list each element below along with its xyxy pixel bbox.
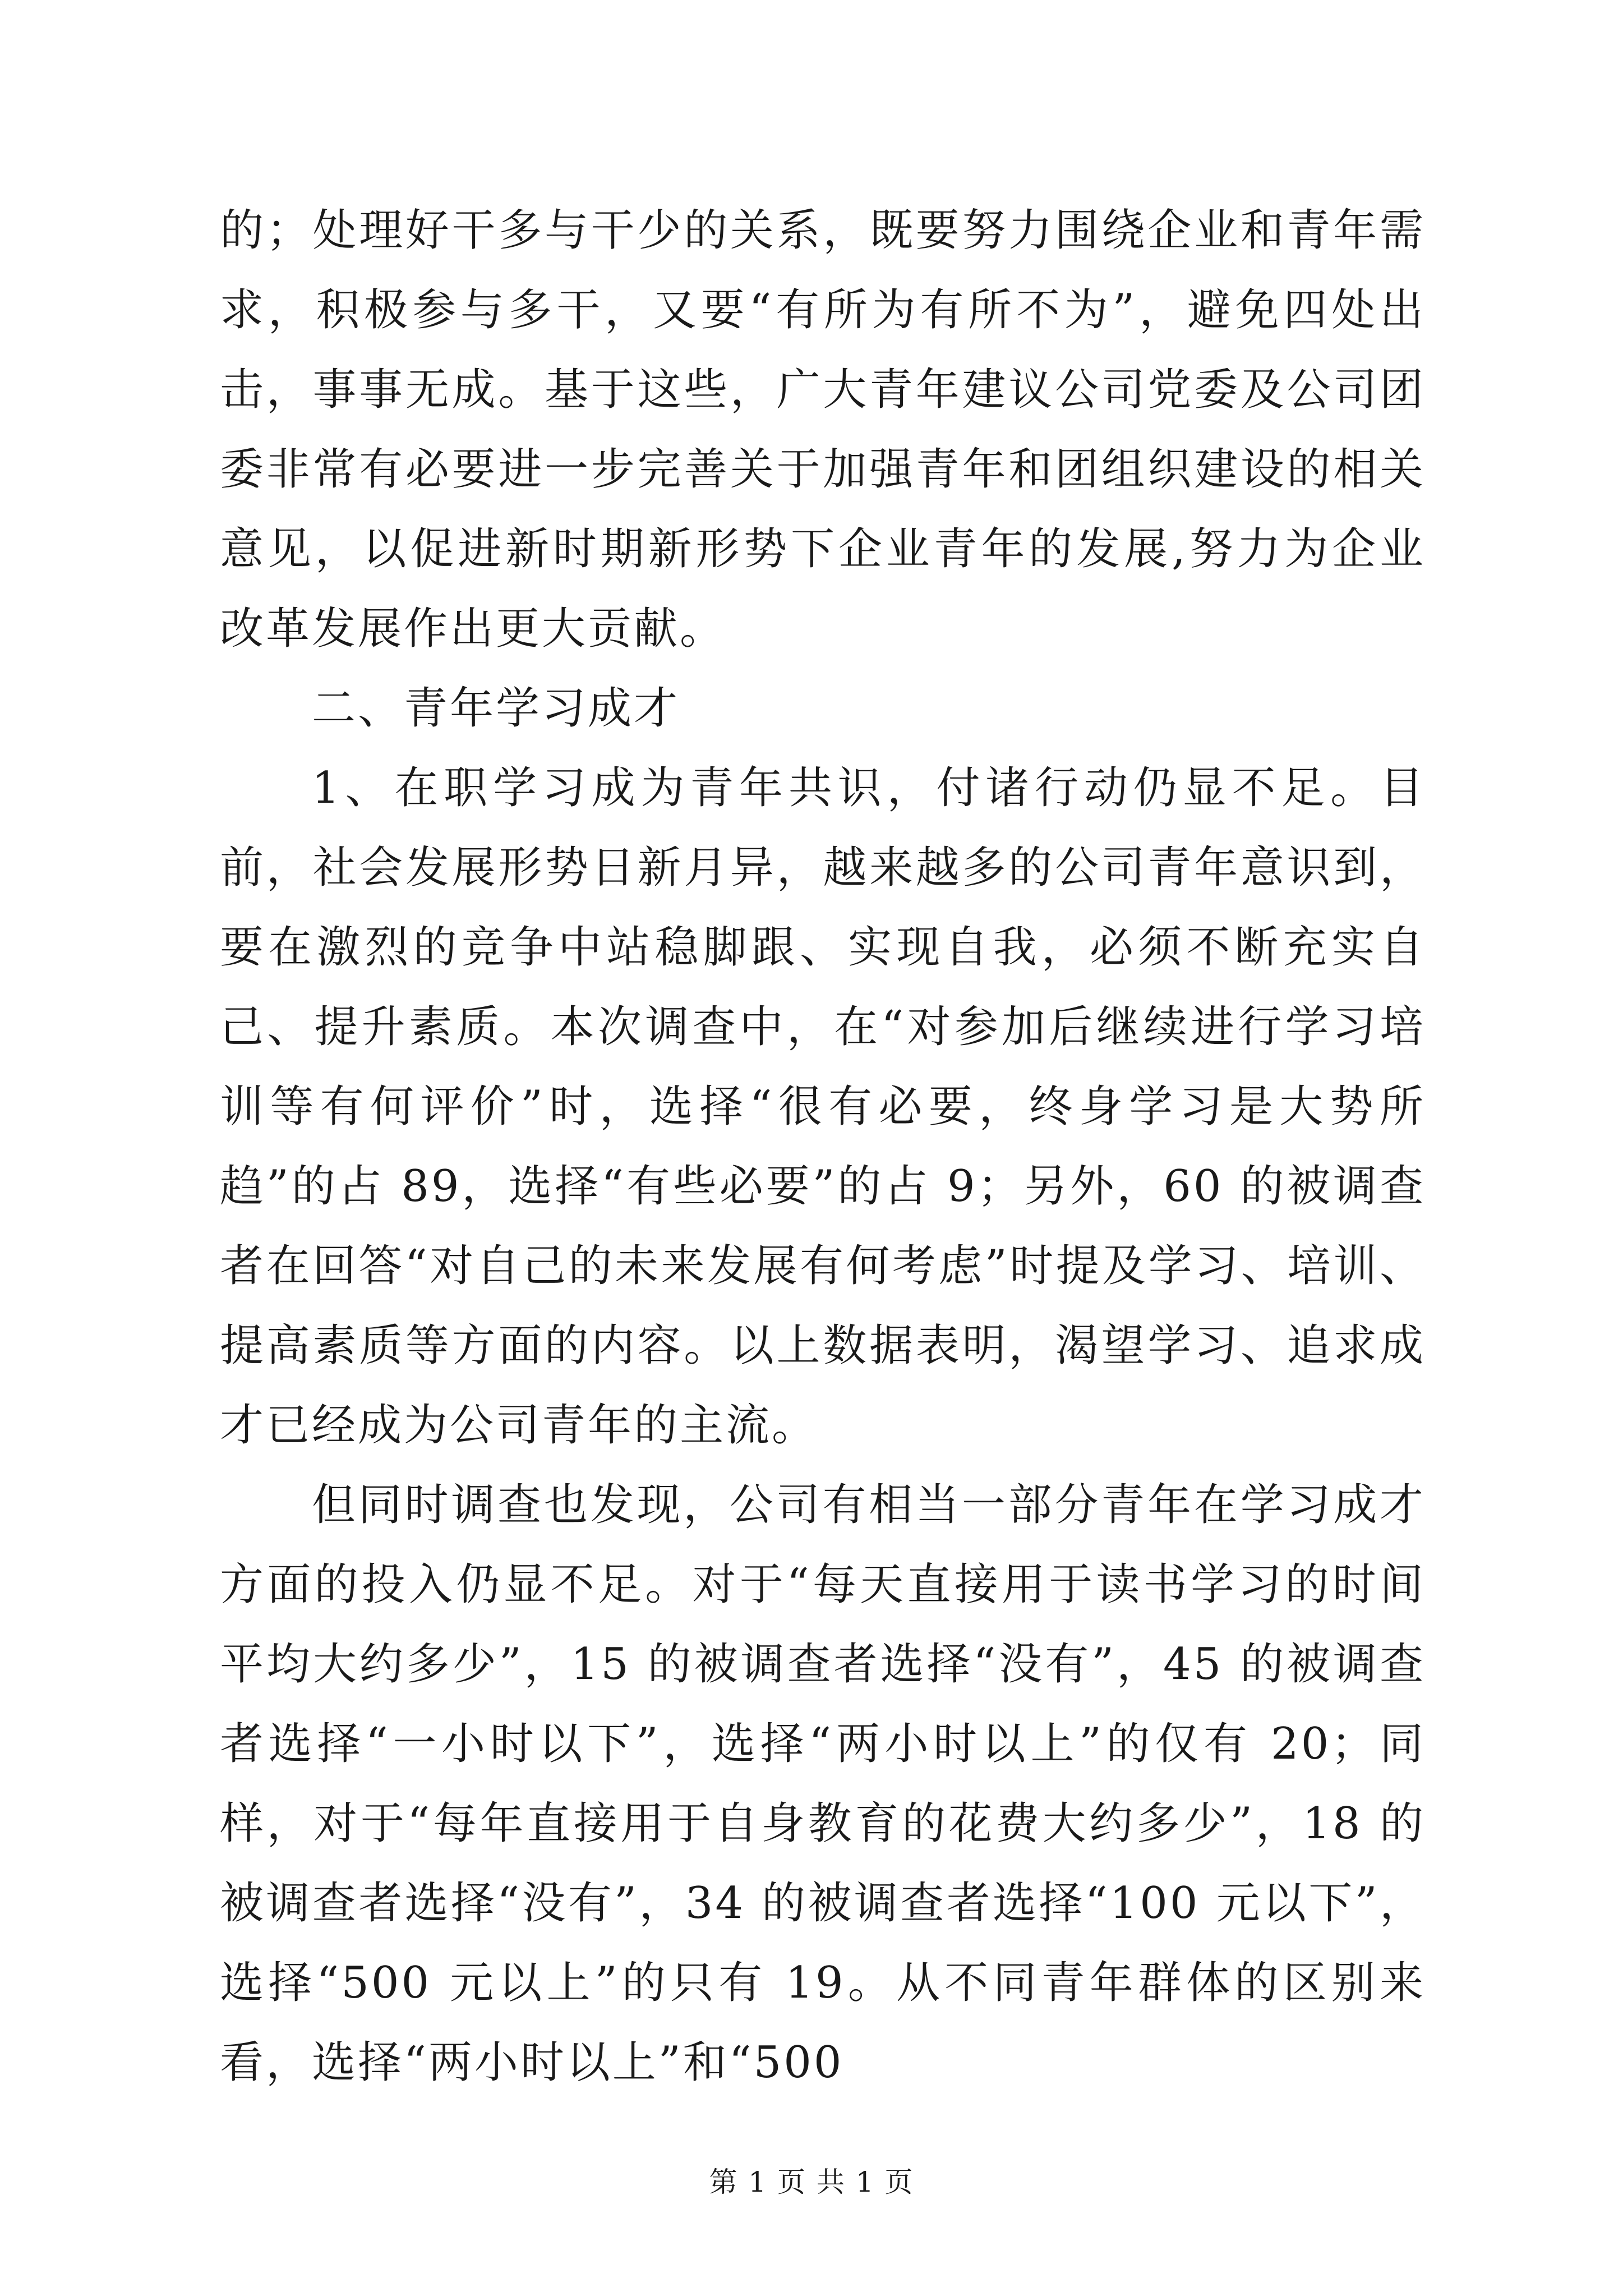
section-heading: 二、青年学习成才 — [312, 683, 680, 734]
paragraph-1: 的；处理好干多与干少的关系，既要努力围绕企业和青年需求，积极参与多干，又要“有所为有所不为”，避免四处出击，事事无成。基于这些，广大青年建议公司党委及公司团委非常有必要进一步完善关于加强青年和团组织建设的相关意见，以促进新时期新形势下企业青年的发展,努力为企业改革发展作出更大贡献。 — [220, 205, 1426, 654]
page-footer: 第 1 页 共 1 页 — [709, 2166, 914, 2198]
paragraph-4: 但同时调查也发现，公司有相当一部分青年在学习成才方面的投入仍显不足。对于“每天直接用于读书学习的时间平均大约多少”，15 的被调查者选择“没有”，45 的被调查者选择“一小时以下”，选择“两小时以上”的仅有 20；同样，对于“每年直接用于自身教育的花费大约多少”，18 的被调查者选择“没有”，34 的被调查者选择“100 元以下”，选择“500 元以上”的只有 19。从不同青年群体的区别来看，选择“两小时以上”和“500 — [220, 1480, 1426, 2088]
document-body — [220, 191, 1426, 2102]
paragraph-3: 1、在职学习成为青年共识，付诸行动仍显不足。目前，社会发展形势日新月异，越来越多的公司青年意识到，要在激烈的竞争中站稳脚跟、实现自我，必须不断充实自己、提升素质。本次调查中，在“对参加后继续进行学习培训等有何评价”时，选择“很有必要，终身学习是大势所趋”的占 89，选择“有些必要”的占 9；另外，60 的被调查者在回答“对自己的未来发展有何考虑”时提及学习、培训、提高素质等方面的内容。以上数据表明，渴望学习、追求成才已经成为公司青年的主流。 — [220, 763, 1426, 1451]
